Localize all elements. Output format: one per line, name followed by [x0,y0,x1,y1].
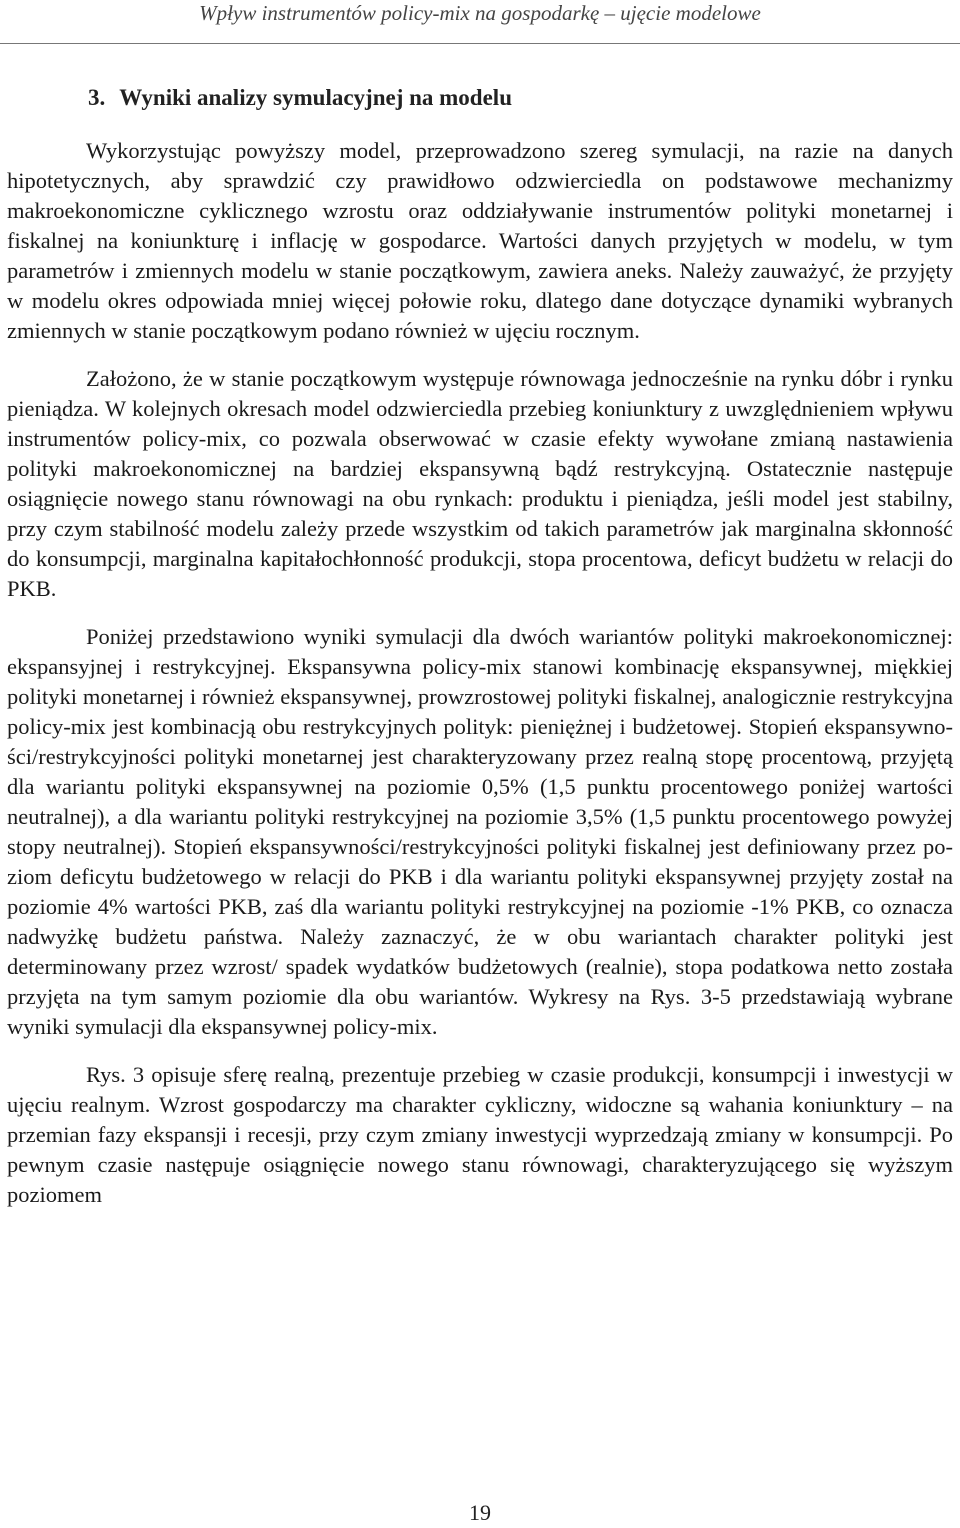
paragraph-3: Poniżej przedstawiono wyniki symulacji dla dwóch wariantów polityki makroekonomicznej: ekspansyjnej i restrykcyjnej. Ekspansywna policy-mix stanowi kombinację ekspansywnej, miękkiej polityki monetarnej i również ekspansywnej, prowzrostowej polityki fiskalnej, analogicznie restrykcyjna policy-mix jest kombinacją obu restrykcyjnych polityk: pieniężnej i budżetowej. Stopień ekspansywności/restrykcyjności polityki monetarnej jest charakteryzowany przez realną stopę procentową, przyjętą dla wariantu polityki ekspansywnej na poziomie 0,5% (1,5 punktu procentowego poniżej wartości neutralnej), a dla wariantu polityki restrykcyjnej na poziomie 3,5% (1,5 punktu procentowego powyżej stopy neutralnej). Stopień ekspansywności/restrykcyjności polityki fiskalnej jest definiowany przez poziom deficytu budżetowego w relacji do PKB i dla wariantu polityki ekspansywnej przyjęty został na poziomie 4% wartości PKB, zaś dla wariantu polityki restrykcyjnej na poziomie -1% PKB, co oznacza nadwyżkę budżetu państwa. Należy zaznaczyć, że w obu wariantach charakter polityki jest determinowany przez wzrost/ spadek wydatków budżetowych (realnie), stopa podatkowa netto została przyjęta na tym samym poziomie dla obu wariantów. Wykresy na Rys. 3-5 przedstawiają wybrane wyniki symulacji dla ekspansywnej policy-mix. [7,624,953,1039]
page-number: 19 [469,1500,491,1525]
paragraph-1: Wykorzystując powyższy model, przeprowadzono szereg symulacji, na razie na danych hipotetycznych, aby sprawdzić czy prawidłowo odzwierciedla on podstawowe mechanizmy makroekonomiczne cyklicznego wzrostu oraz oddziaływanie instrumentów polityki monetarnej i fiskalnej na koniunkturę i inflację w gospodarce. Wartości danych przyjętych w modelu, w tym parametrów i zmiennych modelu w stanie początkowym, zawiera aneks. Należy zauważyć, że przyjęty w modelu okres odpowiada mniej więcej połowie roku, dlatego dane dotyczące dynamiki wybranych zmiennych w stanie początkowym podano również w ujęciu rocznym. [7,138,953,343]
paragraph-2: Założono, że w stanie początkowym występuje równowaga jednocześnie na rynku dóbr i rynku pieniądza. W kolejnych okresach model odzwierciedla przebieg koniunktury z uwzględnieniem wpływu instrumentów policy-mix, co pozwala obserwować w czasie efekty wywołane zmianą nastawienia polityki makroekonomicznej na bardziej ekspansywną bądź restrykcyjną. Ostatecznie następuje osiągnięcie nowego stanu równowagi na obu rynkach: produktu i pieniądza, jeśli model jest stabilny, przy czym stabilność modelu zależy przede wszystkim od takich parametrów jak marginalna skłonność do konsumpcji, marginalna kapitałochłonność produkcji, stopa procentowa, deficyt budżetu w relacji do PKB. [7,366,953,601]
section-number: 3. [88,85,106,110]
running-header [0,0,960,44]
section-heading [7,84,953,112]
running-header-text: Wpływ instrumentów policy-mix na gospodarkę – ujęcie modelowe [199,1,761,25]
section-title: Wyniki analizy symulacyjnej na modelu [119,85,512,110]
page-body [0,84,960,1228]
paragraph-4: Rys. 3 opisuje sferę realną, prezentuje przebieg w czasie produkcji, konsumpcji i inwestycji w ujęciu realnym. Wzrost gospodarczy ma charakter cykliczny, widoczne są wahania koniunktury – na przemian fazy ekspansji i recesji, przy czym zmiany inwestycji wyprzedzają zmiany w konsumpcji. Po pewnym czasie następuje osiągnięcie nowego stanu równowagi, charakteryzującego się wyższym poziomem [7,1062,953,1207]
